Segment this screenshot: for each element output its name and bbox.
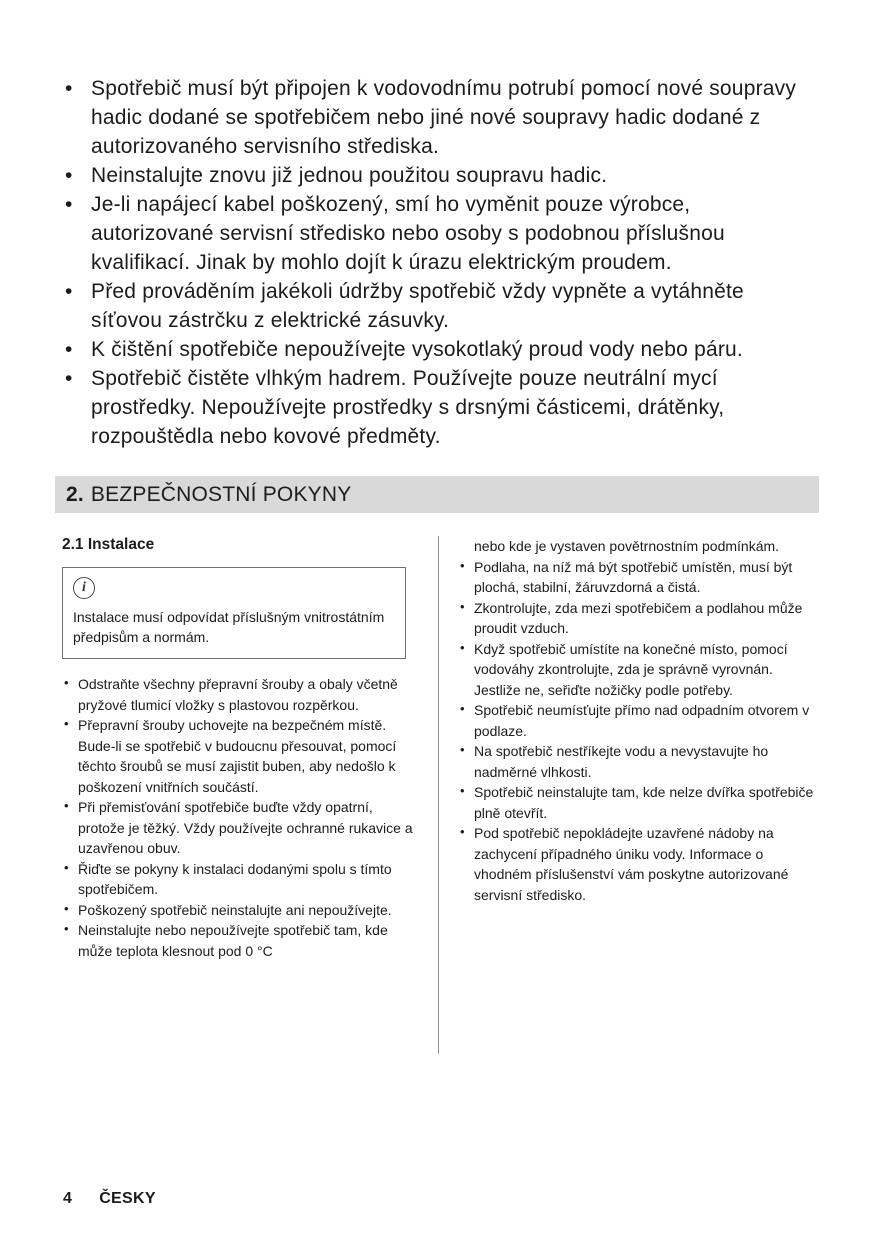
page-footer	[63, 1190, 156, 1208]
bullet-text: Spotřebič čistěte vlhkým hadrem. Používejte pouze neutrální mycí prostředky. Nepoužívejte prostředky s drsnými částicemi, drátěnky, rozpouštědla nebo kovové předměty.	[91, 367, 725, 448]
list-item	[458, 823, 818, 905]
section-title: BEZPEČNOSTNÍ POKYNY	[90, 482, 352, 506]
info-box-text: Instalace musí odpovídat příslušným vnitrostátním předpisům a normám.	[73, 609, 385, 645]
list-item	[62, 161, 802, 190]
installation-right-list	[458, 557, 818, 906]
list-item	[62, 335, 802, 364]
list-item	[458, 639, 818, 701]
list-item	[458, 700, 818, 741]
bullet-text: Spotřebič musí být připojen k vodovodnímu potrubí pomocí nové soupravy hadic dodané se spotřebičem nebo jiné nové soupravy hadic dodané z autorizovaného servisního střediska.	[91, 77, 797, 158]
list-item	[458, 741, 818, 782]
left-column	[62, 536, 420, 1054]
right-column	[458, 536, 818, 1054]
bullet-text: Na spotřebič nestříkejte vodu a nevystavujte ho nadměrné vlhkosti.	[474, 743, 769, 780]
page-number: 4	[63, 1190, 73, 1207]
list-item	[62, 920, 420, 961]
bullet-text: Poškozený spotřebič neinstalujte ani nepoužívejte.	[78, 901, 392, 918]
list-item	[458, 557, 818, 598]
list-item	[62, 364, 802, 451]
column-divider	[438, 536, 439, 1054]
list-item	[62, 74, 802, 161]
bullet-text: Podlaha, na níž má být spotřebič umístěn, musí být plochá, stabilní, žáruvzdorná a čistá.	[474, 558, 793, 595]
bullet-text: Odstraňte všechny přepravní šrouby a obaly včetně pryžové tlumicí vložky s plastovou rozpěrkou.	[78, 676, 398, 713]
info-icon: i	[73, 577, 95, 599]
section-number: 2.	[66, 482, 84, 506]
list-item	[62, 900, 420, 921]
language-label: ČESKY	[99, 1190, 156, 1207]
bullet-text: Před prováděním jakékoli údržby spotřebič vždy vypněte a vytáhněte síťovou zástrčku z elektrické zásuvky.	[91, 280, 744, 332]
bullet-text: Neinstalujte nebo nepoužívejte spotřebič tam, kde může teplota klesnout pod 0 °C	[78, 922, 388, 959]
list-item	[62, 674, 420, 715]
list-item	[62, 715, 420, 797]
list-item	[458, 598, 818, 639]
bullet-text: Zkontrolujte, zda mezi spotřebičem a podlahou může proudit vzduch.	[474, 599, 803, 636]
bullet-text: Spotřebič neinstalujte tam, kde nelze dvířka spotřebiče plně otevřít.	[474, 784, 814, 821]
list-item	[62, 859, 420, 900]
bullet-text: Přepravní šrouby uchovejte na bezpečném místě. Bude-li se spotřebič v budoucnu přesouvat, pomocí těchto šroubů se musí zajistit buben, aby nedošlo k poškození vnitřních součástí.	[78, 717, 397, 795]
list-item	[62, 277, 802, 335]
intro-bullet-list	[62, 74, 802, 451]
bullet-text: K čištění spotřebiče nepoužívejte vysokotlaký proud vody nebo páru.	[91, 338, 743, 361]
subsection-title: 2.1 Instalace	[62, 536, 155, 553]
list-item	[62, 797, 420, 859]
two-column-layout	[62, 536, 818, 1054]
list-item	[62, 190, 802, 277]
section-heading	[55, 476, 819, 513]
bullet-text: Pod spotřebič nepokládejte uzavřené nádoby na zachycení případného úniku vody. Informace o vhodném příslušenství vám poskytne autorizované servisní středisko.	[474, 825, 789, 903]
bullet-text: Neinstalujte znovu již jednou použitou soupravu hadic.	[91, 164, 608, 187]
continuation-text: nebo kde je vystaven povětrnostním podmínkám.	[474, 538, 780, 554]
list-item	[458, 782, 818, 823]
bullet-text: Je-li napájecí kabel poškozený, smí ho vyměnit pouze výrobce, autorizované servisní středisko nebo osoby s podobnou příslušnou kvalifikací. Jinak by mohlo dojít k úrazu elektrickým proudem.	[91, 193, 725, 274]
installation-left-list	[62, 674, 420, 961]
info-box	[62, 567, 406, 659]
bullet-text: Spotřebič neumísťujte přímo nad odpadním otvorem v podlaze.	[474, 702, 810, 739]
bullet-text: Při přemisťování spotřebiče buďte vždy opatrní, protože je těžký. Vždy používejte ochranné rukavice a uzavřenou obuv.	[78, 799, 413, 856]
bullet-text: Řiďte se pokyny k instalaci dodanými spolu s tímto spotřebičem.	[78, 860, 392, 897]
bullet-text: Když spotřebič umístíte na konečné místo, pomocí vodováhy zkontrolujte, zda je správně vyrovnán. Jestliže ne, seřiďte nožičky podle potřeby.	[474, 640, 788, 698]
